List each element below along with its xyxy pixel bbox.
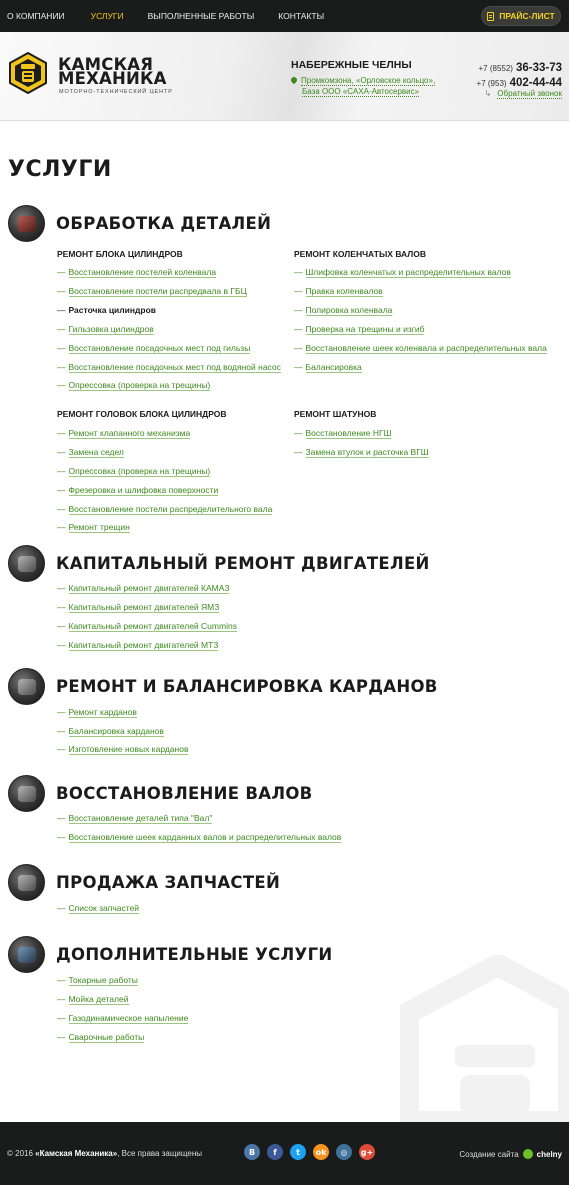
group-title: РЕМОНТ ГОЛОВОК БЛОКА ЦИЛИНДРОВ	[57, 409, 227, 419]
service-link[interactable]: — Восстановление постелей коленвала	[57, 267, 217, 277]
address-text-2: База ООО «САХА-Автосервис»	[302, 87, 420, 96]
service-link[interactable]: — Фрезеровка и шлифовка поверхности	[57, 485, 219, 495]
service-link[interactable]: — Газодинамическое напыление	[57, 1013, 189, 1023]
service-link[interactable]: — Восстановление посадочных мест под гильзы	[57, 343, 251, 353]
top-nav-bar	[0, 0, 569, 32]
service-link[interactable]: — Проверка на трещины и изгиб	[294, 324, 425, 334]
copyright-brand: «Камская Механика»	[35, 1149, 118, 1158]
instagram-icon[interactable]: ◎	[336, 1144, 352, 1160]
twitter-icon[interactable]: t	[290, 1144, 306, 1160]
facebook-icon[interactable]: f	[267, 1144, 283, 1160]
map-pin-icon	[290, 76, 298, 84]
service-link[interactable]: — Восстановление постели распредвала в ГБЦ	[57, 286, 247, 296]
section-title: ПРОДАЖА ЗАПЧАСТЕЙ	[56, 873, 281, 892]
site-header	[0, 32, 569, 121]
service-link[interactable]: — Капитальный ремонт двигателей МТЗ	[57, 640, 219, 650]
vk-icon[interactable]: В	[244, 1144, 260, 1160]
service-link[interactable]: — Токарные работы	[57, 975, 138, 985]
price-list-label: ПРАЙС-ЛИСТ	[499, 11, 555, 21]
service-link[interactable]: — Капитальный ремонт двигателей КАМАЗ	[57, 583, 230, 593]
service-link[interactable]: — Капитальный ремонт двигателей ЯМЗ	[57, 602, 220, 612]
logo-watermark-icon	[400, 955, 569, 1122]
price-list-button[interactable]	[481, 6, 561, 26]
service-link[interactable]: — Полировка коленвала	[294, 305, 393, 315]
logo-line-1: КАМСКАЯ	[58, 55, 154, 74]
logo-title[interactable]	[58, 55, 167, 88]
nav-item-services[interactable]: УСЛУГИ	[90, 11, 124, 21]
service-link[interactable]: — Замена втулок и расточка ВГШ	[294, 447, 429, 457]
service-link[interactable]: — Изготовление новых карданов	[57, 744, 189, 754]
section-title: КАПИТАЛЬНЫЙ РЕМОНТ ДВИГАТЕЛЕЙ	[56, 554, 430, 573]
callback-link[interactable]	[485, 89, 562, 98]
service-link[interactable]: — Восстановление шеек коленвала и распределительных вала	[294, 343, 547, 353]
service-link[interactable]: — Восстановление шеек карданных валов и распределительных валов	[57, 832, 342, 842]
service-link[interactable]: — Гильзовка цилиндров	[57, 324, 154, 334]
made-by-label: Создание сайта	[459, 1149, 519, 1159]
social-links	[244, 1144, 375, 1160]
callback-arrow-icon: ↳	[484, 89, 492, 98]
callback-text: Обратный звонок	[497, 89, 562, 98]
phone-1-number: 36-33-73	[515, 62, 562, 74]
service-link[interactable]: — Восстановление посадочных мест под водяной насос	[57, 362, 281, 372]
service-link[interactable]: — Восстановление постели распределительного вала	[57, 504, 273, 514]
engine-block-icon	[8, 205, 45, 242]
main-nav	[7, 11, 324, 21]
service-link[interactable]: — Правка коленвалов	[294, 286, 383, 296]
made-by-brand: chelny	[536, 1149, 562, 1159]
chelny-logo-icon	[523, 1149, 533, 1159]
copyright	[7, 1149, 202, 1158]
cardan-shaft-icon	[8, 668, 45, 705]
service-link[interactable]: — Замена седел	[57, 447, 124, 457]
spare-parts-icon	[8, 864, 45, 901]
nav-item-works[interactable]: ВЫПОЛНЕННЫЕ РАБОТЫ	[147, 11, 255, 21]
site-footer	[0, 1122, 569, 1185]
section-title: РЕМОНТ И БАЛАНСИРОВКА КАРДАНОВ	[56, 677, 438, 696]
nav-item-about[interactable]: О КОМПАНИИ	[7, 11, 65, 21]
service-link[interactable]: — Опрессовка (проверка на трещины)	[57, 466, 211, 476]
address-text-1: Промкомзона, «Орловское кольцо»,	[301, 76, 436, 85]
service-link[interactable]: — Мойка деталей	[57, 994, 129, 1004]
logo-icon[interactable]	[7, 52, 49, 94]
logo-subtitle: МОТОРНО-ТЕХНИЧЕСКИЙ ЦЕНТР	[59, 89, 173, 95]
odnoklassniki-icon[interactable]: ok	[313, 1144, 329, 1160]
service-link[interactable]: — Опрессовка (проверка на трещины)	[57, 380, 211, 390]
document-icon	[487, 12, 494, 21]
copyright-year: © 2016	[7, 1149, 33, 1158]
service-link[interactable]: — Восстановление НГШ	[294, 428, 392, 438]
group-title: РЕМОНТ КОЛЕНЧАТЫХ ВАЛОВ	[294, 249, 426, 259]
address-line-1[interactable]	[291, 76, 435, 85]
service-link[interactable]: — Список запчастей	[57, 903, 140, 913]
group-title: РЕМОНТ ШАТУНОВ	[294, 409, 377, 419]
crankshaft-icon	[8, 775, 45, 812]
copyright-suffix: , Все права защищены	[117, 1149, 202, 1158]
service-link[interactable]: — Сварочные работы	[57, 1032, 145, 1042]
phone-1-code: +7 (8552)	[478, 64, 513, 73]
section-title: ВОССТАНОВЛЕНИЕ ВАЛОВ	[56, 784, 313, 803]
tools-icon	[8, 936, 45, 973]
service-link[interactable]: — Восстановление деталей типа "Вал"	[57, 813, 213, 823]
service-link[interactable]: — Ремонт трещин	[57, 522, 130, 532]
engine-icon	[8, 545, 45, 582]
nav-item-contacts[interactable]: КОНТАКТЫ	[278, 11, 325, 21]
googleplus-icon[interactable]: g+	[359, 1144, 375, 1160]
service-link[interactable]: — Ремонт клапанного механизма	[57, 428, 191, 438]
address-line-2[interactable]	[302, 87, 419, 96]
service-link[interactable]: — Ремонт карданов	[57, 707, 137, 717]
phone-2-number: 402-44-44	[509, 77, 562, 89]
service-link[interactable]: — Шлифовка коленчатых и распределительных валов	[294, 267, 511, 277]
service-link-current[interactable]: — Расточка цилиндров	[57, 305, 157, 315]
page-title: УСЛУГИ	[8, 157, 112, 182]
service-link[interactable]: — Балансировка	[294, 362, 362, 372]
service-link[interactable]: — Капитальный ремонт двигателей Cummins	[57, 621, 237, 631]
city-name: НАБЕРЕЖНЫЕ ЧЕЛНЫ	[291, 59, 412, 71]
made-by[interactable]	[459, 1149, 562, 1159]
section-title: ОБРАБОТКА ДЕТАЛЕЙ	[56, 214, 272, 233]
logo-line-2: МЕХАНИКА	[58, 69, 167, 88]
phone-2-code: +7 (953)	[476, 79, 507, 88]
section-title: ДОПОЛНИТЕЛЬНЫЕ УСЛУГИ	[56, 945, 333, 964]
group-title: РЕМОНТ БЛОКА ЦИЛИНДРОВ	[57, 249, 183, 259]
service-link[interactable]: — Балансировка карданов	[57, 726, 164, 736]
